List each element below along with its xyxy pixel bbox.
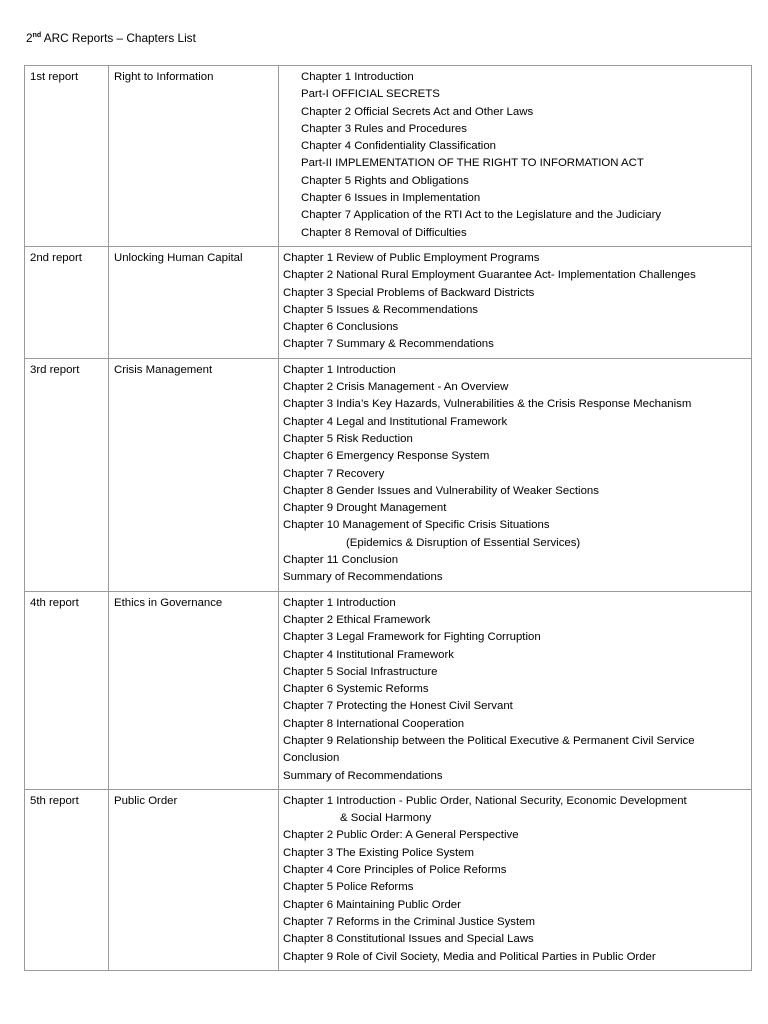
chapter-item: Chapter 1 Introduction (283, 596, 396, 609)
chapter-item: Chapter 3 Rules and Procedures (301, 122, 467, 135)
reports-table (24, 65, 752, 971)
chapter-item: Chapter 1 Introduction (301, 71, 414, 83)
report-row (25, 789, 752, 970)
chapter-item: Chapter 9 Role of Civil Society, Media and Political Parties in Public Order (283, 950, 656, 963)
chapter-item: Chapter 4 Confidentiality Classification (301, 140, 497, 153)
chapter-list (279, 789, 752, 970)
chapter-item: & Social Harmony (340, 812, 432, 825)
chapter-item: Chapter 6 Maintaining Public Order (283, 898, 461, 911)
chapter-item: Chapter 3 Legal Framework for Fighting Corruption (283, 631, 541, 644)
chapter-item: Chapter 6 Conclusions (283, 321, 399, 334)
chapter-item: Chapter 5 Issues & Recommendations (283, 303, 479, 316)
chapter-item: Chapter 7 Summary & Recommendations (283, 338, 494, 351)
report-row (25, 358, 752, 591)
chapter-item: Chapter 6 Systemic Reforms (283, 683, 429, 696)
report-name: Crisis Management (109, 358, 279, 591)
chapter-item: (Epidemics & Disruption of Essential Services) (346, 536, 581, 549)
chapter-item: Chapter 5 Rights and Obligations (301, 174, 469, 187)
chapter-item: Chapter 7 Application of the RTI Act to the Legislature and the Judiciary (301, 209, 662, 222)
chapter-list (279, 358, 752, 591)
chapter-item: Chapter 7 Reforms in the Criminal Justice System (283, 915, 535, 928)
report-name: Ethics in Governance (109, 591, 279, 789)
chapter-item: Summary of Recommendations (283, 769, 443, 782)
chapter-item: Chapter 3 India’s Key Hazards, Vulnerabilities & the Crisis Response Mechanism (283, 398, 692, 411)
chapter-item: Chapter 4 Core Principles of Police Reforms (283, 864, 507, 877)
report-name: Unlocking Human Capital (109, 246, 279, 358)
chapter-item: Chapter 5 Social Infrastructure (283, 665, 438, 678)
chapter-item: Chapter 8 Constitutional Issues and Special Laws (283, 933, 534, 946)
chapter-item: Summary of Recommendations (283, 571, 443, 584)
title-prefix: 2 (26, 31, 33, 45)
report-name: Right to Information (109, 66, 279, 247)
chapter-item: Chapter 11 Conclusion (283, 554, 399, 567)
chapter-item: Chapter 6 Emergency Response System (283, 450, 490, 463)
chapter-item: Chapter 2 Crisis Management - An Overview (283, 381, 509, 394)
document-title (26, 30, 196, 46)
report-number: 3rd report (25, 358, 109, 591)
chapter-item: Chapter 5 Police Reforms (283, 881, 414, 894)
report-number: 1st report (25, 66, 109, 247)
chapter-list (279, 591, 752, 789)
reports-table-body (25, 66, 752, 971)
chapter-item: Chapter 7 Recovery (283, 467, 385, 480)
chapter-item: Conclusion (283, 752, 340, 765)
report-number: 2nd report (25, 246, 109, 358)
part-heading: Part-I OFFICIAL SECRETS (283, 86, 746, 103)
report-name: Public Order (109, 789, 279, 970)
chapter-item: Chapter 6 Issues in Implementation (301, 192, 481, 205)
chapter-item: Chapter 10 Management of Specific Crisis Situations (283, 519, 550, 532)
chapter-item: Chapter 1 Review of Public Employment Programs (283, 251, 540, 264)
chapter-item: Chapter 1 Introduction - Public Order, National Security, Economic Development (283, 794, 687, 807)
chapter-item: Chapter 2 Public Order: A General Perspective (283, 829, 519, 842)
chapter-item: Chapter 3 Special Problems of Backward Districts (283, 286, 535, 299)
chapter-item: Chapter 5 Risk Reduction (283, 432, 413, 445)
chapter-item: Chapter 8 International Cooperation (283, 717, 465, 730)
chapter-item: Chapter 4 Legal and Institutional Framework (283, 415, 508, 428)
chapter-item: Chapter 7 Protecting the Honest Civil Servant (283, 700, 513, 713)
chapter-item: Chapter 8 Gender Issues and Vulnerability of Weaker Sections (283, 484, 599, 497)
report-number: 5th report (25, 789, 109, 970)
part-heading: Part-II IMPLEMENTATION OF THE RIGHT TO INFORMATION ACT (283, 155, 746, 172)
report-row (25, 246, 752, 358)
chapter-item: Chapter 2 Official Secrets Act and Other Laws (301, 105, 534, 118)
chapter-item: Chapter 3 The Existing Police System (283, 846, 474, 859)
chapter-item: Chapter 9 Drought Management (283, 502, 447, 515)
title-superscript: nd (32, 32, 42, 40)
chapter-item: Chapter 2 National Rural Employment Guarantee Act- Implementation Challenges (283, 269, 696, 282)
chapter-item: Chapter 8 Removal of Difficulties (301, 226, 467, 239)
title-text: ARC Reports – Chapters List (41, 31, 196, 45)
chapter-item: Chapter 1 Introduction (283, 363, 396, 376)
report-row (25, 66, 752, 247)
chapter-item: Chapter 4 Institutional Framework (283, 648, 454, 661)
chapter-list (279, 66, 752, 247)
chapter-item: Chapter 9 Relationship between the Political Executive & Permanent Civil Service (283, 734, 695, 747)
chapter-list (279, 246, 752, 358)
chapter-item: Chapter 2 Ethical Framework (283, 613, 431, 626)
report-number: 4th report (25, 591, 109, 789)
report-row (25, 591, 752, 789)
